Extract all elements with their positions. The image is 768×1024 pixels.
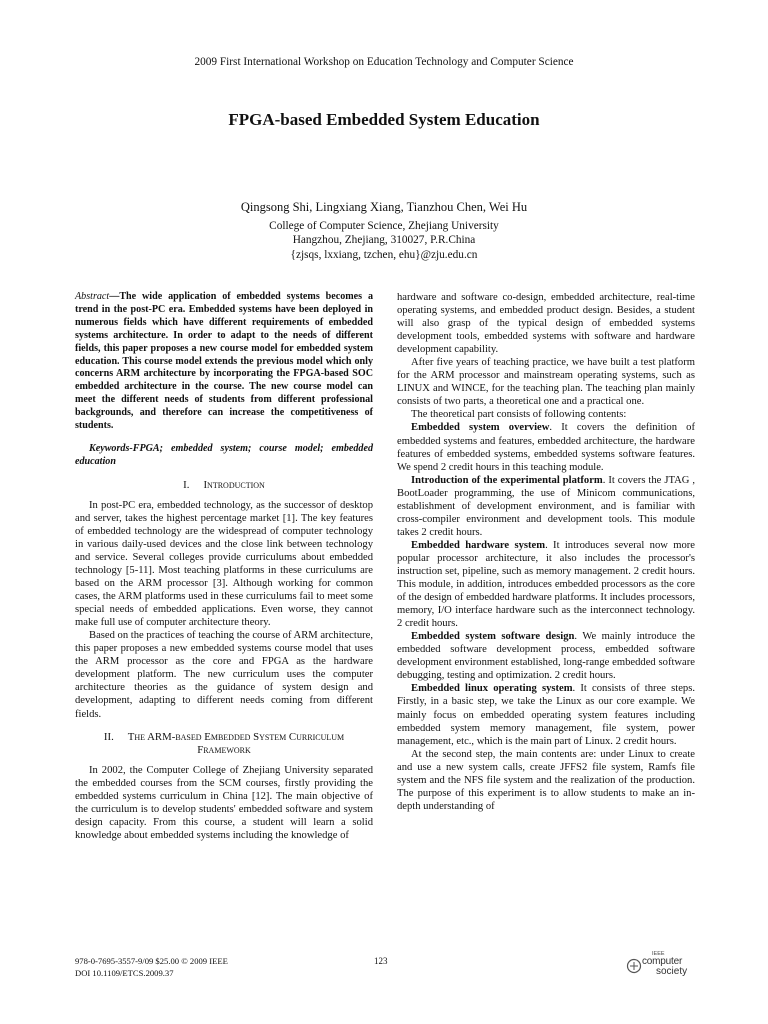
keywords: Keywords-FPGA; embedded system; course model; embedded education	[75, 442, 373, 467]
right-column	[397, 291, 695, 813]
list-item-text: . We mainly introduce the embedded software development process, embedded software development environment established, long-range embedded software debugging, testing and optimization. 2 credit hours.	[397, 631, 695, 682]
section-number: I.	[183, 478, 190, 491]
body-paragraph: hardware and software co-design, embedded architecture, real-time operating systems, and embedded product design. Besides, a student will also grasp of the typical design of embedded systems development tools, embedded systems with software and hardware development capability.	[397, 292, 695, 356]
list-item-overview	[397, 421, 695, 473]
list-item-title: Embedded system software design	[411, 631, 575, 643]
conference-header: 2009 First International Workshop on Education Technology and Computer Science	[194, 56, 574, 68]
section-title: Introduction	[203, 478, 265, 491]
affiliation-college: College of Computer Science, Zhejiang University	[269, 220, 499, 232]
list-item-linux	[397, 682, 695, 747]
page-number: 123	[374, 956, 388, 966]
ieee-computer-society-logo	[626, 951, 696, 979]
section-title-line-2: Framework	[197, 743, 251, 756]
logo-computer-text: computer	[642, 956, 683, 967]
body-paragraph: At the second step, the main contents are: under Linux to create and use a new system calls, create JFFS2 file system, Ramfs file system and the NFS file system and the realization of the production. The purpose of this experiment is to allow students to make an in-depth understanding of	[397, 748, 695, 812]
footer-doi: DOI 10.1109/ETCS.2009.37	[75, 967, 174, 978]
section-number: II.	[103, 730, 114, 743]
abstract-text: The wide application of embedded systems becomes a trend in the post-PC era. Embedded systems have been deployed in numerous fields which have different requirements of embedded systems architecture. In order to adapt to the needs of different fields, this paper proposes a new course model for embedded system education. This course model extends the previous model which only concerns ARM architecture by incorporating the FPGA-based SOC embedded architecture in the course. The new course model can meet the different needs of students from different professional backgrounds, and therefore can increase the competitiveness of students.	[75, 291, 373, 432]
abstract-paragraph	[75, 291, 373, 433]
intro-paragraph-2: Based on the practices of teaching the course of ARM architecture, this paper proposes a new embedded systems course model that uses the ARM processor as the core and FPGA as the hardware development platform. The new curriculum uses the computer architecture theories as the guidance of system design and development, adapting to different needs coming from different fields.	[75, 630, 373, 720]
abstract-dash: —	[109, 291, 120, 302]
list-item-title: Embedded linux operating system	[411, 683, 573, 695]
intro-paragraph-1: In post-PC era, embedded technology, as the successor of desktop and server, takes the highest percentage market [1]. The key features of embedded technology are the widespread of computer technology in various daily-used devices and the close link between technology and service. Several colleges provide curriculums about embedded technology [5-11]. Most teaching platforms in these curriculums are based on the ARM processor [3]. Although working for common cases, the ARM platforms used in these curriculums fail to meet some special needs of embedded applications. Even worse, they cannot make full use of computer architecture theory.	[75, 499, 373, 629]
abstract-label: Abstract	[75, 291, 110, 302]
affiliation-email: {zjsqs, lxxiang, tzchen, ehu}@zju.edu.cn	[290, 248, 478, 261]
list-item-text: . It introduces several now more popular processor architecture, it also includes the processor's instruction set, pipeline, such as memory management. 2 credit hours. This module, in addition, introduces embedded processors as the core of the design of embedded hardware platforms. It includes processors, memory, I/O interface hardware such as the interconnect technology. 2 credit hours.	[397, 539, 696, 630]
section-heading-introduction	[75, 479, 373, 492]
list-item-title: Embedded system overview	[411, 422, 550, 434]
logo-ieee-text: IEEE	[652, 951, 665, 957]
footer-isbn: 978-0-7695-3557-9/09 $25.00 © 2009 IEEE	[75, 956, 228, 966]
list-item-text: . It covers the definition of embedded systems and features, embedded architecture, the hardware features of embedded systems, embedded systems software features. We spend 2 credit hours in this teaching module.	[397, 422, 695, 473]
author-list: Qingsong Shi, Lingxiang Xiang, Tianzhou Chen, Wei Hu	[240, 200, 528, 214]
list-item-title: Embedded hardware system	[411, 539, 546, 551]
section-title-line-1: The ARM-based Embedded System Curriculum	[127, 730, 345, 743]
logo-mark-icon	[626, 958, 642, 974]
left-column	[75, 291, 373, 842]
affiliation-block	[0, 219, 768, 262]
affiliation-address: Hangzhou, Zhejiang, 310027, P.R.China	[292, 234, 476, 247]
body-paragraph: After five years of teaching practice, we have built a test platform for the ARM processor and mainstream operating systems, such as LINUX and WINCE, for the teaching plan. The teaching plan mainly consists of two parts, a theoretical one and a practical one.	[397, 357, 695, 408]
logo-society-text: society	[656, 966, 688, 977]
list-item-hardware	[397, 539, 695, 630]
footer-citation	[75, 956, 228, 979]
list-item-platform	[397, 474, 695, 539]
list-item-text: . It consists of three steps. Firstly, in a basic step, we take the Linux as our core example. We mainly focus on embedded operating system features including embedded system memory management, file system, power management, etc., which is the main part of Linux. 2 credit hours.	[397, 683, 695, 747]
section-heading-curriculum	[75, 731, 373, 757]
body-paragraph: The theoretical part consists of following contents:	[411, 409, 627, 421]
list-item-software	[397, 630, 695, 682]
paper-title: FPGA-based Embedded System Education	[228, 110, 540, 129]
list-item-text: . It covers the JTAG , BootLoader programming, the use of Minicom communications, establishment of development environment, and is familiar with cross-compiler environment and development tools. This module takes 2 credit hours.	[397, 474, 695, 538]
curriculum-paragraph-1: In 2002, the Computer College of Zhejiang University separated the embedded courses from the SCM courses, firstly providing the embedded systems curriculum in China [12]. The main objective of the curriculum is to develop students' embedded software and system design capacity. From this course, a student will learn a solid knowledge about embedded systems including the knowledge of	[75, 764, 373, 841]
list-item-title: Introduction of the experimental platform	[411, 474, 603, 486]
